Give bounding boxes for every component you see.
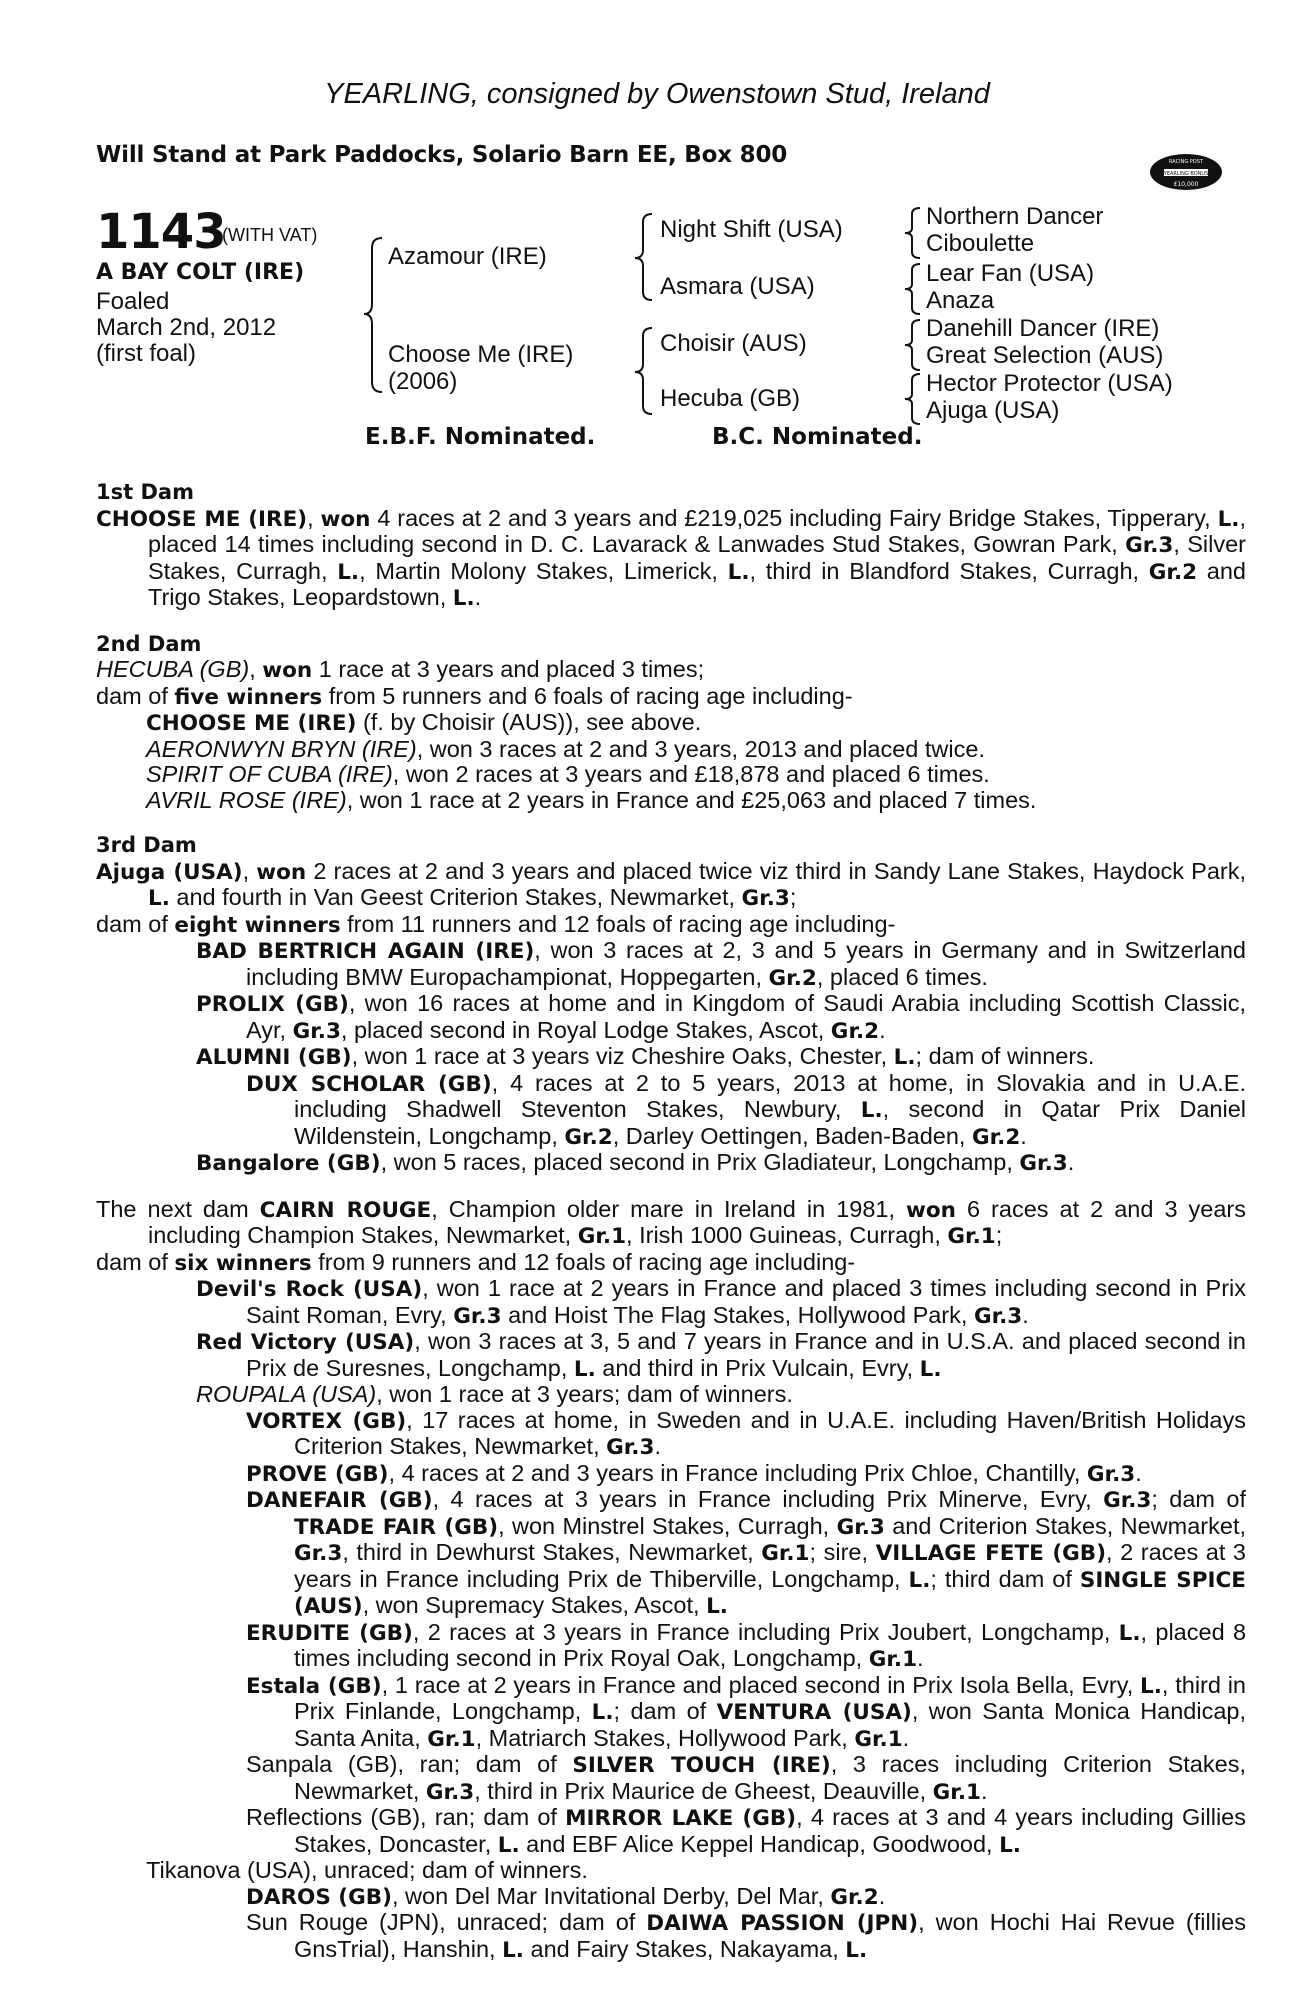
pedigree-brace-main [360, 236, 390, 396]
grandsire-2: Asmara (USA) [660, 273, 815, 300]
gg-3: Lear Fan (USA) [926, 260, 1095, 287]
lot-name: A BAY COLT (IRE) [96, 260, 305, 285]
brace-gg-1 [902, 206, 924, 260]
gg-1: Northern Dancer [926, 203, 1104, 230]
gg-4: Anaza [926, 287, 995, 314]
next-dam-produce: dam of six winners from 9 runners and 12 foals of racing age including- [96, 1248, 856, 1276]
ebf-nominated: E.B.F. Nominated. [365, 424, 596, 450]
list-item: Sanpala (GB), ran; dam of SILVER TOUCH (IRE), 3 races including Criterion Stakes, Newmarket, Gr.3, third in Prix Maurice de Gheest, Deauville, Gr.1. [246, 1751, 1246, 1805]
page-title: YEARLING, consigned by Owenstown Stud, Ireland [324, 78, 990, 110]
second-dam-entry: HECUBA (GB), won 1 race at 3 years and placed 3 times; [96, 656, 705, 683]
pedigree-brace-sire [632, 212, 658, 302]
list-item: CHOOSE ME (IRE) (f. by Choisir (AUS)), see above. [146, 709, 702, 736]
list-item: ROUPALA (USA), won 1 race at 3 years; dam of winners. [196, 1381, 793, 1407]
list-item: PROLIX (GB), won 16 races at home and in Kingdom of Saudi Arabia including Scottish Classic, Ayr, Gr.3, placed second in Royal Lodge Stakes, Ascot, Gr.2. [196, 990, 1246, 1044]
brace-gg-2 [902, 262, 924, 316]
list-item: AVRIL ROSE (IRE), won 1 race at 2 years in France and £25,063 and placed 7 times. [146, 786, 1037, 813]
list-item: Bangalore (GB), won 5 races, placed second in Prix Gladiateur, Longchamp, Gr.3. [196, 1149, 1075, 1176]
brace-gg-4 [902, 372, 924, 426]
sire-name: Azamour (IRE) [388, 243, 547, 270]
yearling-bonus-badge [1148, 148, 1224, 196]
gg-5: Danehill Dancer (IRE) [926, 315, 1160, 342]
list-item: Sun Rouge (JPN), unraced; dam of DAIWA PASSION (JPN), won Hochi Hai Revue (fillies GnsTrial), Hanshin, L. and Fairy Stakes, Nakayama, L. [246, 1909, 1246, 1963]
list-item: ERUDITE (GB), 2 races at 3 years in France including Prix Joubert, Longchamp, L., placed 8 times including second in Prix Royal Oak, Longchamp, Gr.1. [246, 1618, 1247, 1672]
grandsire-4: Hecuba (GB) [660, 385, 801, 412]
list-item: AERONWYN BRYN (IRE), won 3 races at 2 and 3 years, 2013 and placed twice. [146, 735, 985, 762]
list-item: VORTEX (GB), 17 races at home, in Sweden and in U.A.E. including Haven/British Holidays Criterion Stakes, Newmarket, Gr.3. [246, 1406, 1246, 1460]
foal-note: (first foal) [96, 340, 197, 367]
foaled-label: Foaled [96, 288, 170, 315]
list-item: Devil's Rock (USA), won 1 race at 2 years in France and placed 3 times including second in Prix Saint Roman, Evry, Gr.3 and Hoist The Flag Stakes, Hollywood Park, Gr.3. [196, 1275, 1246, 1329]
grandsire-1: Night Shift (USA) [660, 216, 843, 243]
stand-location: Will Stand at Park Paddocks, Solario Barn EE, Box 800 [96, 142, 788, 168]
dam-name: Choose Me (IRE) [388, 341, 574, 368]
list-item: Estala (GB), 1 race at 2 years in France and placed second in Prix Isola Bella, Evry, L., third in Prix Finlande, Longchamp, L.; dam of VENTURA (USA), won Santa Monica Handicap, Santa Anita, Gr.1, Matriarch Stakes, Hollywood Park, Gr.1. [246, 1671, 1247, 1752]
first-dam-heading: 1st Dam [96, 480, 194, 504]
vat-note: (WITH VAT) [222, 225, 318, 245]
badge-line3: £10,000 [1173, 181, 1199, 188]
grandsire-3: Choisir (AUS) [660, 330, 807, 357]
list-item: DANEFAIR (GB), 4 races at 3 years in France including Prix Minerve, Evry, Gr.3; dam of TRADE FAIR (GB), won Minstrel Stakes, Curragh, Gr.3 and Criterion Stakes, Newmarket, Gr.3, third in Dewhurst Stakes, Newmarket, Gr.1; sire, VILLAGE FETE (GB), 2 races at 3 years in France including Prix de Thiberville, Longchamp, L.; third dam of SINGLE SPICE (AUS), won Supremacy Stakes, Ascot, L. [246, 1486, 1247, 1619]
first-dam-entry: CHOOSE ME (IRE), won 4 races at 2 and 3 years and £219,025 including Fairy Bridge Stakes, Tipperary, L., placed 14 times including second in D. C. Lavarack & Lanwades Stud Stakes, Gowran Park, Gr.3, Silver Stakes, Curragh, L., Martin Molony Stakes, Limerick, L., third in Blandford Stakes, Curragh, Gr.2 and Trigo Stakes, Leopardstown, L.. [96, 504, 1247, 611]
gg-7: Hector Protector (USA) [926, 370, 1173, 397]
bc-nominated: B.C. Nominated. [712, 424, 923, 450]
pedigree-body [96, 480, 1246, 1963]
gg-8: Ajuga (USA) [926, 397, 1060, 424]
gg-2: Ciboulette [926, 230, 1035, 257]
third-dam-entry: Ajuga (USA), won 2 races at 2 and 3 years and placed twice viz third in Sandy Lane Stakes, Haydock Park, L. and fourth in Van Geest Criterion Stakes, Newmarket, Gr.3; [96, 857, 1247, 911]
list-item: Red Victory (USA), won 3 races at 3, 5 and 7 years in France and in U.S.A. and placed second in Prix de Suresnes, Longchamp, L. and third in Prix Vulcain, Evry, L. [196, 1328, 1246, 1382]
list-item: BAD BERTRICH AGAIN (IRE), won 3 races at 2, 3 and 5 years in Germany and in Switzerland including BMW Europachampionat, Hoppegarten, Gr.2, placed 6 times. [196, 937, 1246, 991]
second-dam-produce: dam of five winners from 5 runners and 6 foals of racing age including- [96, 682, 853, 710]
list-item: Tikanova (USA), unraced; dam of winners. [146, 1857, 588, 1883]
third-dam-heading: 3rd Dam [96, 833, 197, 857]
list-item: SPIRIT OF CUBA (IRE), won 2 races at 3 years and £18,878 and placed 6 times. [146, 761, 990, 787]
lot-number: 1143 [96, 204, 226, 260]
badge-line2: YEARLING BONUS [1163, 171, 1209, 177]
list-item: Reflections (GB), ran; dam of MIRROR LAKE (GB), 4 races at 3 and 4 years including Gillies Stakes, Doncaster, L. and EBF Alice Keppel Handicap, Goodwood, L. [246, 1804, 1247, 1858]
gg-6: Great Selection (AUS) [926, 342, 1164, 369]
foaled-date: March 2nd, 2012 [96, 314, 277, 341]
dam-year: (2006) [388, 368, 458, 395]
third-dam-produce: dam of eight winners from 11 runners and 12 foals of racing age including- [96, 910, 896, 938]
brace-gg-3 [902, 318, 924, 372]
list-item: PROVE (GB), 4 races at 2 and 3 years in France including Prix Chloe, Chantilly, Gr.3. [246, 1459, 1142, 1487]
list-item: DAROS (GB), won Del Mar Invitational Derby, Del Mar, Gr.2. [246, 1882, 886, 1910]
badge-line1: RACING POST [1169, 159, 1203, 165]
pedigree-brace-dam [632, 326, 658, 416]
list-item: DUX SCHOLAR (GB), 4 races at 2 to 5 years, 2013 at home, in Slovakia and in U.A.E. including Shadwell Steventon Stakes, Newbury, L., second in Qatar Prix Daniel Wildenstein, Longchamp, Gr.2, Darley Oettingen, Baden-Baden, Gr.2. [246, 1069, 1246, 1150]
second-dam-heading: 2nd Dam [96, 631, 202, 656]
next-dam-entry: The next dam CAIRN ROUGE, Champion older mare in Ireland in 1981, won 6 races at 2 and 3 years including Champion Stakes, Newmarket, Gr.1, Irish 1000 Guineas, Curragh, Gr.1; [96, 1195, 1246, 1249]
list-item: ALUMNI (GB), won 1 race at 3 years viz Cheshire Oaks, Chester, L.; dam of winners. [196, 1043, 1095, 1070]
